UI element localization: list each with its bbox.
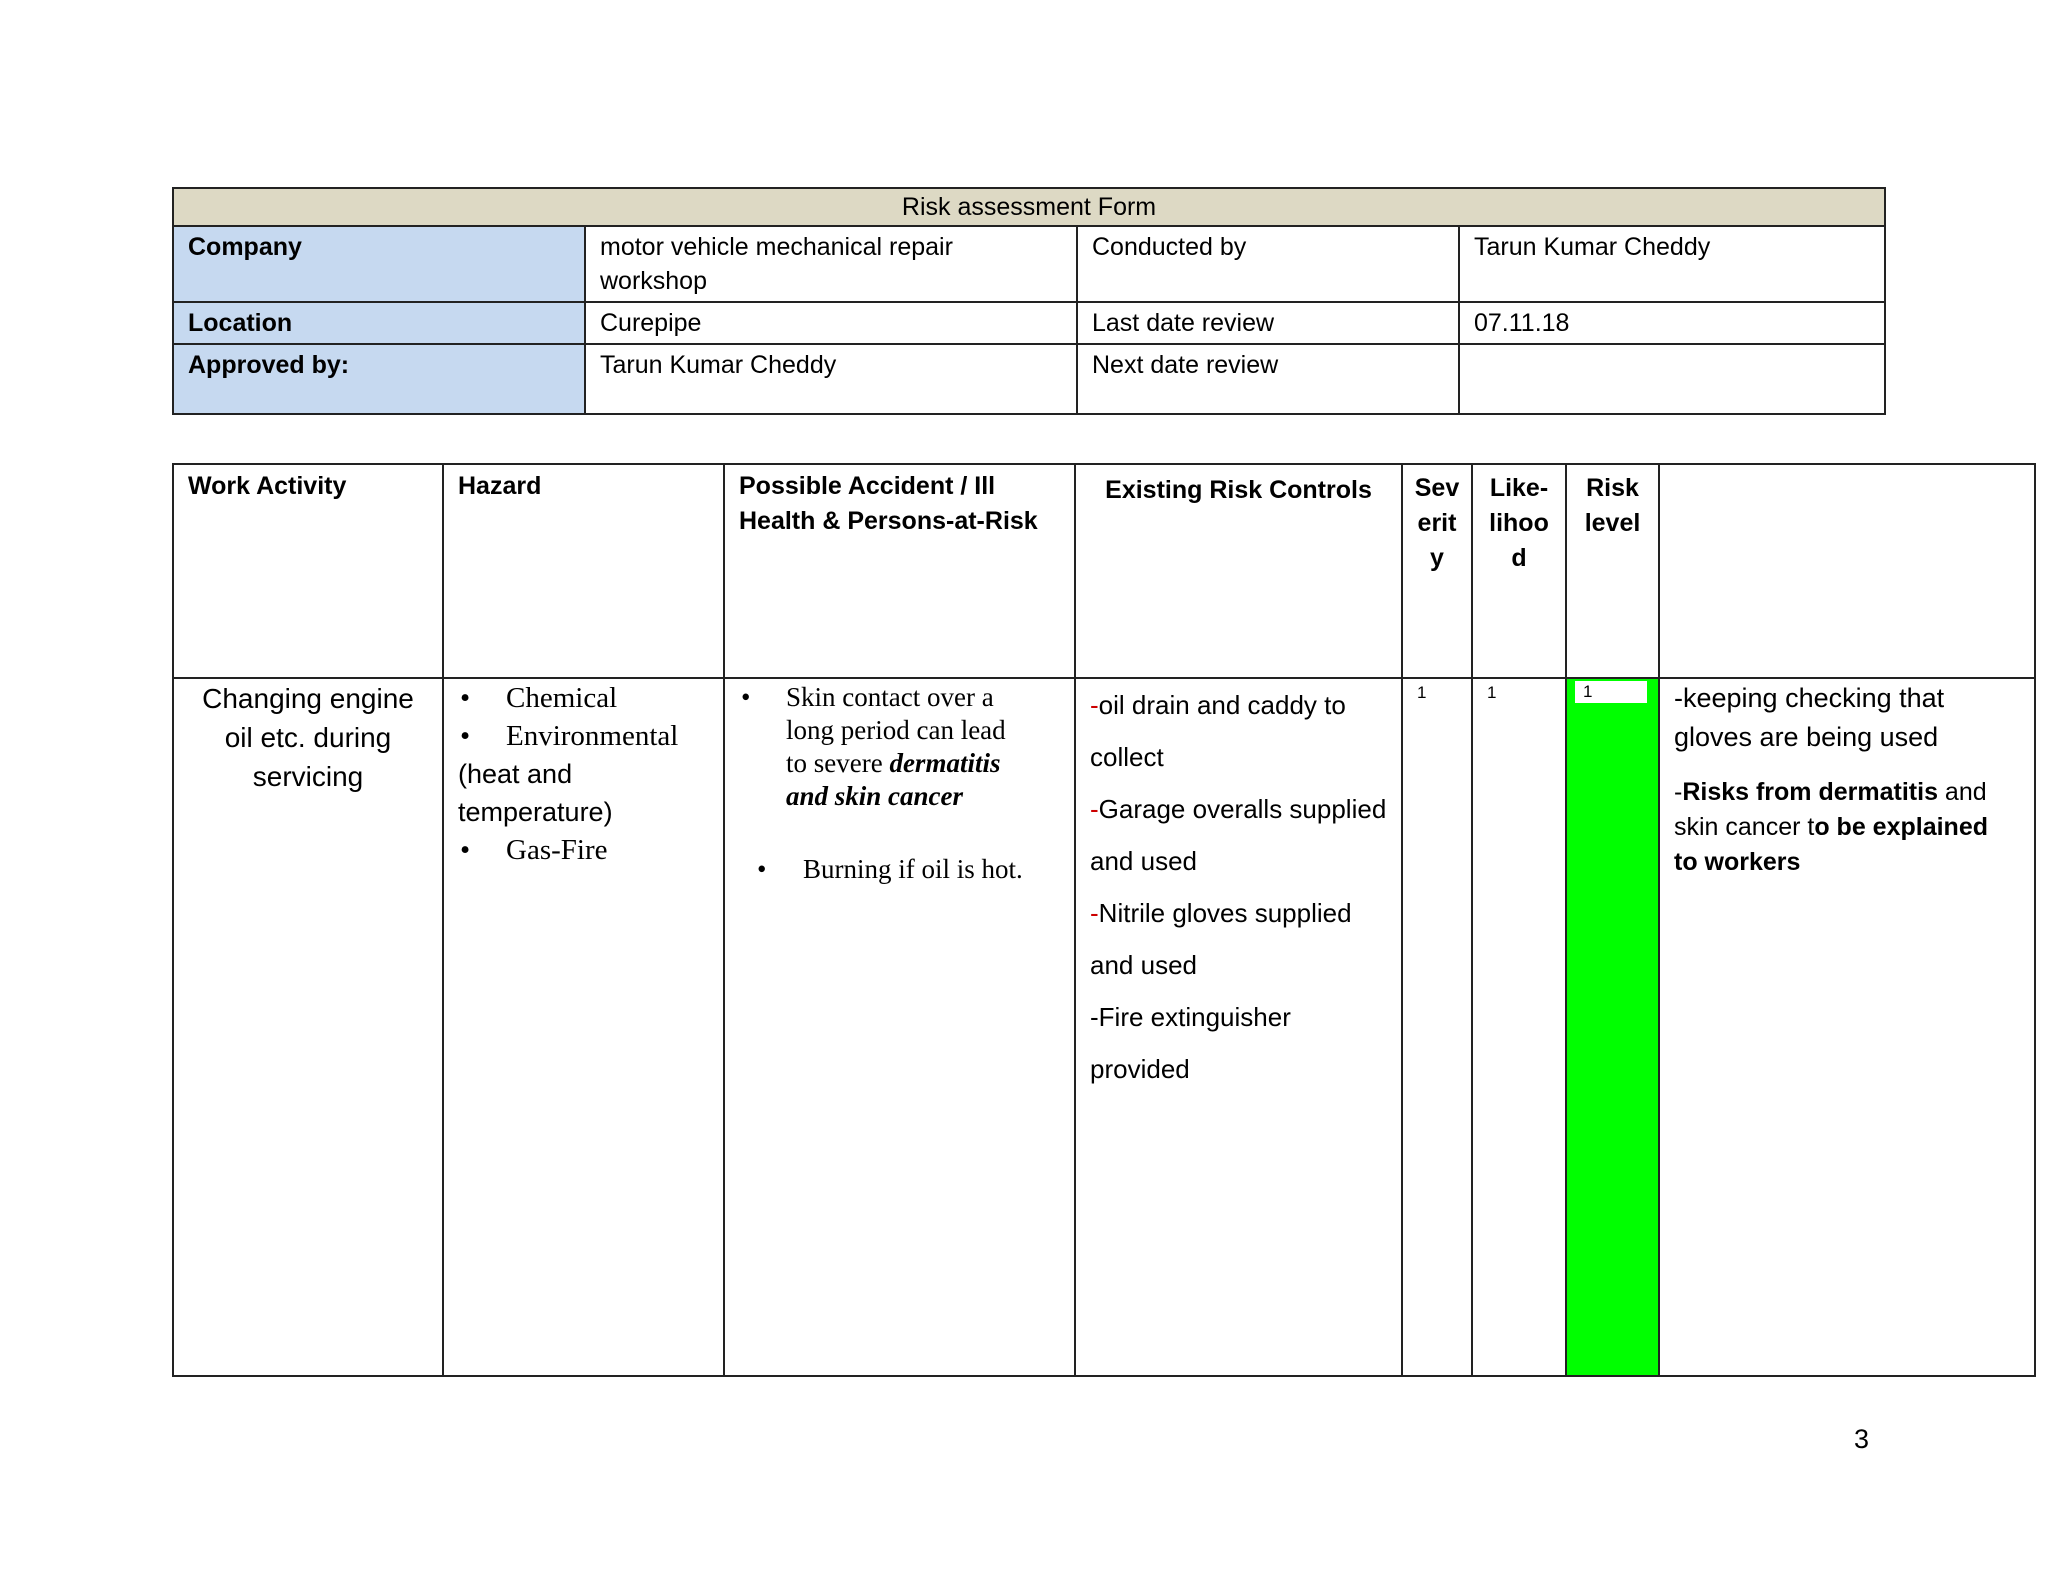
action-text: and — [1937, 778, 1987, 806]
accident-header-line2: Health & Persons-at-Risk — [739, 507, 1038, 535]
control-line — [1090, 991, 1387, 1043]
location-label: Location — [173, 302, 585, 344]
action-line: gloves are being used — [1674, 722, 1939, 752]
control-text: Nitrile gloves supplied — [1098, 898, 1352, 928]
hazard-list — [458, 679, 709, 755]
control-line — [1090, 783, 1387, 835]
accident-line: • Skin contact over a — [786, 682, 994, 712]
likelihood-header-line1: Like- — [1489, 474, 1549, 502]
control-line — [1090, 679, 1387, 731]
accident-cell — [724, 678, 1075, 1376]
control-line: and used — [1090, 950, 1197, 980]
severity-header-line2: erit — [1417, 509, 1457, 537]
work-activity-header: Work Activity — [173, 464, 443, 678]
likelihood-header — [1472, 464, 1566, 678]
approved-by-label: Approved by: — [173, 344, 585, 414]
severity-value: 1 — [1402, 678, 1472, 1376]
table-row — [173, 678, 2035, 1376]
activity-line: servicing — [252, 761, 364, 792]
last-review-value: 07.11.18 — [1459, 302, 1885, 344]
accident-list — [739, 681, 1060, 886]
risk-level-cell — [1566, 678, 1659, 1376]
accident-header — [724, 464, 1075, 678]
likelihood-header-line3: d — [1511, 544, 1527, 572]
hazard-item-chemical: • Chemical — [458, 679, 709, 717]
control-dash: - — [1090, 794, 1099, 824]
control-line: collect — [1090, 742, 1164, 772]
likelihood-value: 1 — [1472, 678, 1566, 1376]
hazard-item-environmental: • Environmental — [458, 717, 709, 755]
likelihood-header-line2: lihoo — [1489, 509, 1549, 537]
risk-level-value: 1 — [1575, 681, 1647, 703]
accident-emphasis: and skin cancer — [786, 781, 964, 811]
control-dash: - — [1090, 898, 1099, 928]
control-line — [1090, 887, 1387, 939]
activity-line: oil etc. during — [224, 722, 392, 753]
risk-level-header — [1566, 464, 1659, 678]
risk-table — [172, 463, 2036, 1377]
header-row — [173, 464, 2035, 678]
form-title: Risk assessment Form — [173, 188, 1885, 226]
action-text: skin cancer t — [1674, 813, 1815, 841]
location-value: Curepipe — [585, 302, 1077, 344]
severity-header-line3: y — [1430, 544, 1444, 572]
company-value: motor vehicle mechanical repair workshop — [585, 226, 1077, 302]
info-table — [172, 187, 1886, 415]
action-bold: Risks from dermatitis — [1682, 778, 1938, 806]
action-dash: - — [1674, 778, 1683, 806]
risk-level-header-line2: level — [1584, 509, 1641, 537]
accident-line: long period can lead — [786, 715, 1006, 745]
hazard-cell — [443, 678, 724, 1376]
action-explain — [1674, 775, 2020, 880]
accident-emphasis: dermatitis — [889, 748, 1001, 778]
hazard-environmental-detail: temperature) — [458, 797, 613, 827]
action-bold: to workers — [1674, 848, 1801, 876]
work-activity-cell — [173, 678, 443, 1376]
activity-line: Changing engine — [202, 683, 414, 714]
accident-item-burning: • Burning if oil is hot. — [739, 853, 1060, 886]
severity-header-line1: Sev — [1414, 474, 1460, 502]
next-review-label: Next date review — [1077, 344, 1459, 414]
hazard-list — [458, 831, 709, 869]
accident-line — [786, 747, 1060, 780]
last-review-label: Last date review — [1077, 302, 1459, 344]
control-text: Fire extinguisher — [1098, 1002, 1291, 1032]
accident-text: to severe — [786, 748, 890, 778]
control-dash: - — [1090, 1002, 1099, 1032]
controls-cell — [1075, 678, 1402, 1376]
company-label: Company — [173, 226, 585, 302]
approved-by-value: Tarun Kumar Cheddy — [585, 344, 1077, 414]
control-dash: - — [1090, 690, 1099, 720]
control-line: and used — [1090, 846, 1197, 876]
control-text: oil drain and caddy to — [1098, 690, 1346, 720]
severity-header — [1402, 464, 1472, 678]
action-line: -keeping checking that — [1674, 683, 1945, 713]
controls-header: Existing Risk Controls — [1075, 464, 1402, 678]
conducted-by-label: Conducted by — [1077, 226, 1459, 302]
hazard-header: Hazard — [443, 464, 724, 678]
page-number: 3 — [1854, 1424, 1870, 1454]
action-bold: o be explained — [1814, 813, 1989, 841]
conducted-by-value: Tarun Kumar Cheddy — [1459, 226, 1885, 302]
actions-cell — [1659, 678, 2035, 1376]
accident-line — [786, 780, 1060, 813]
accident-item-skin-contact — [739, 681, 1060, 813]
actions-header — [1659, 464, 2035, 678]
control-text: Garage overalls supplied — [1098, 794, 1387, 824]
next-review-value — [1459, 344, 1885, 414]
hazard-item-gas-fire: • Gas-Fire — [458, 831, 709, 869]
control-line: provided — [1090, 1054, 1190, 1084]
risk-level-header-line1: Risk — [1586, 474, 1639, 502]
accident-header-line1: Possible Accident / Ill — [739, 472, 996, 500]
hazard-environmental-detail: (heat and — [458, 759, 573, 789]
